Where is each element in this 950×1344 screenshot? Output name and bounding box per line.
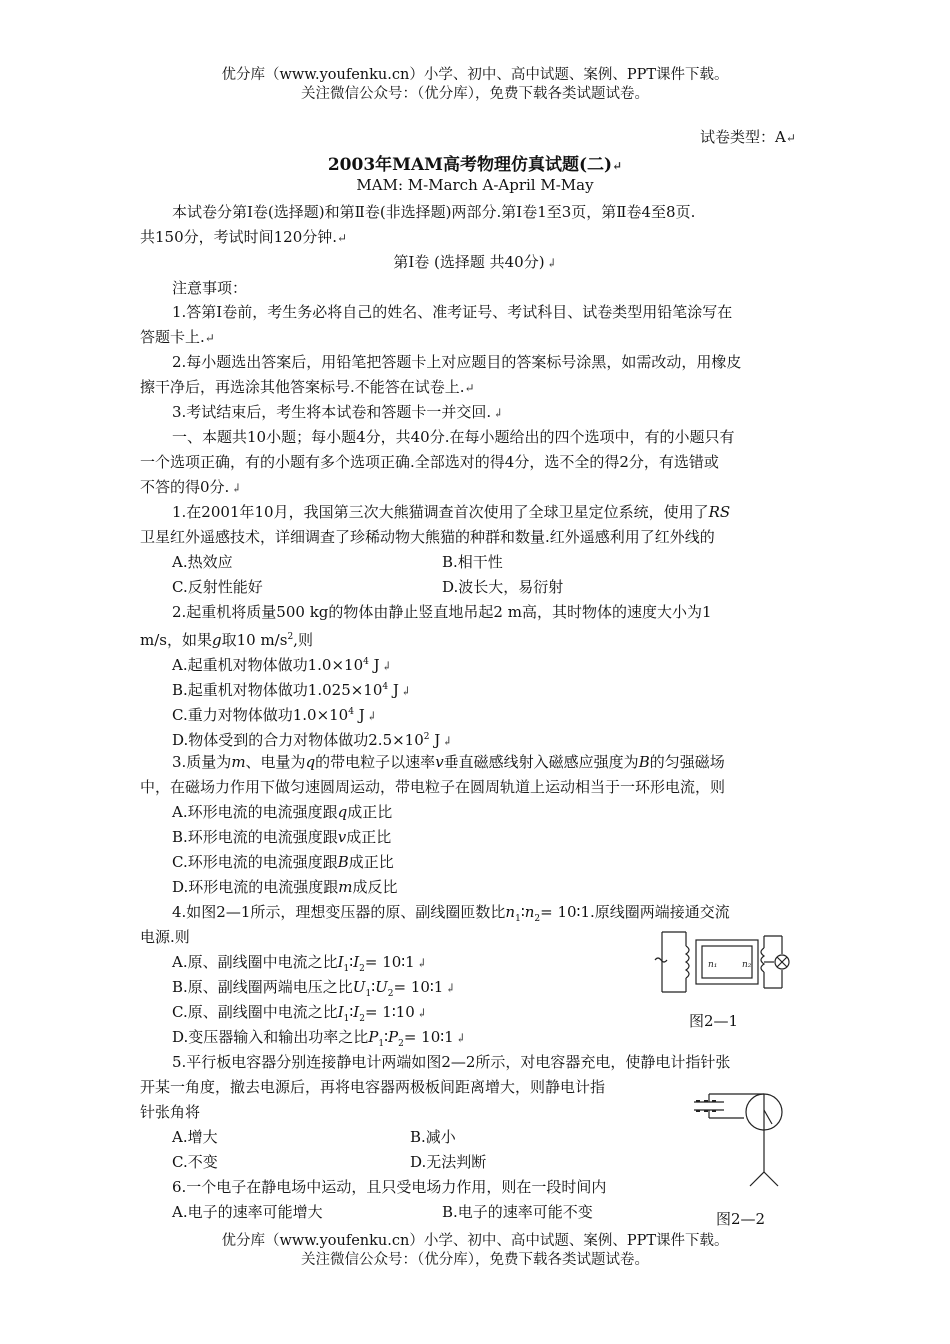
notice-item2-line1: 2.每小题选出答案后，用铅笔把答题卡上对应题目的答案标号涂黑，如需改动，用橡皮 <box>172 353 742 371</box>
subtitle: MAM: M-March A-April M-May <box>356 176 594 194</box>
q3-option-c: C.环形电流的电流强度跟B成正比 <box>172 853 394 871</box>
q3-line1: 3.质量为m、电量为q的带电粒子以速率v垂直磁感线射入磁感应强度为B的匀强磁场 <box>172 753 725 771</box>
notice-item2-line2: 擦干净后，再选涂其他答案标号.不能答在试卷上.↵ <box>140 378 475 396</box>
q3-line2: 中，在磁场力作用下做匀速圆周运动，带电粒子在圆周轨道上运动相当于一环形电流，则 <box>140 778 726 796</box>
q5-line2: 开某一角度，撤去电源后，再将电容器两极板间距离增大，则静电计指 <box>140 1078 606 1096</box>
section1-line3: 不答的得0分. ↲ <box>140 478 242 496</box>
q2-option-b: B.起重机对物体做功$1.025\times 10^4$ J ↲ <box>172 681 411 699</box>
q4-line1: 4.如图2—1所示，理想变压器的原、副线圈匝数比$n_1∶n_2=$ 10∶1.原线圈两端接通交流 <box>172 903 730 924</box>
notice-heading: 注意事项： <box>172 279 248 297</box>
q4-line2: 电源.则 <box>140 928 190 946</box>
q3-option-b: B.环形电流的电流强度跟v成正比 <box>172 828 392 846</box>
section1-line1: 一、本题共10小题；每小题4分，共40分.在每小题给出的四个选项中，有的小题只有 <box>172 428 735 446</box>
svg-text:n₂: n₂ <box>742 960 752 970</box>
volume1-heading: 第Ⅰ卷 (选择题 共40分) ↲ <box>393 253 557 271</box>
page-footer-line2: 关注微信公众号：（优分库），免费下载各类试题试卷。 <box>301 1252 649 1268</box>
q2-option-c: C.重力对物体做功$1.0\times 10^4$ J ↲ <box>172 706 377 724</box>
q2-line2: m/s，如果g取10 $m/s^2$,则 <box>140 631 313 649</box>
q3-option-a: A.环形电流的电流强度跟q成正比 <box>172 803 393 821</box>
q1-line1: 1.在2001年10月，我国第三次大熊猫调查首次使用了全球卫星定位系统，使用了RS <box>172 503 731 521</box>
q5-line1: 5.平行板电容器分别连接静电计两端如图2—2所示，对电容器充电，使静电计指针张 <box>172 1053 731 1071</box>
q5-option-b: B.减小 <box>410 1128 456 1146</box>
q6-line1: 6.一个电子在静电场中运动，且只受电场力作用，则在一段时间内 <box>172 1178 607 1196</box>
page-footer-line1: 优分库（www.youfenku.cn）小学、初中、高中试题、案例、PPT课件下载。 <box>221 1233 729 1249</box>
q4-option-a: A.原、副线圈中电流之比$I_1∶I_2=$ 10∶1 ↲ <box>172 953 427 974</box>
q1-option-b: B.相干性 <box>442 553 503 571</box>
page-title: 2003年MAM高考物理仿真试题(二)↵ <box>327 155 623 175</box>
page-header-line2: 关注微信公众号：（优分库），免费下载各类试题试卷。 <box>301 86 649 102</box>
q6-option-a: A.电子的速率可能增大 <box>172 1203 323 1221</box>
notice-item1-line2: 答题卡上.↵ <box>140 328 215 346</box>
transformer-figure <box>652 926 802 998</box>
svg-text:n₁: n₁ <box>708 960 718 970</box>
figure-2-1-caption: 图2—1 <box>689 1012 739 1030</box>
q5-option-c: C.不变 <box>172 1153 218 1171</box>
q5-line3: 针张角将 <box>140 1103 201 1121</box>
electroscope-figure <box>688 1084 798 1204</box>
page-header-line1: 优分库（www.youfenku.cn）小学、初中、高中试题、案例、PPT课件下载。 <box>221 67 729 83</box>
q5-option-d: D.无法判断 <box>410 1153 487 1171</box>
q4-option-d: D.变压器输入和输出功率之比$P_1∶P_2=$ 10∶1 ↲ <box>172 1028 466 1049</box>
q3-option-d: D.环形电流的电流强度跟m成反比 <box>172 878 398 896</box>
notice-item3: 3.考试结束后，考生将本试卷和答题卡一并交回. ↲ <box>172 403 504 421</box>
q1-option-a: A.热效应 <box>172 553 233 571</box>
q4-option-b: B.原、副线圈两端电压之比$U_1∶U_2=$ 10∶1 ↲ <box>172 978 456 999</box>
section1-line2: 一个选项正确，有的小题有多个选项正确.全部选对的得4分，选不全的得2分，有选错或 <box>140 453 719 471</box>
figure-2-2-caption: 图2—2 <box>716 1210 766 1228</box>
intro-line1: 本试卷分第Ⅰ卷(选择题)和第Ⅱ卷(非选择题)两部分.第Ⅰ卷1至3页，第Ⅱ卷4至8页. <box>172 203 696 221</box>
q1-option-d: D.波长大，易衍射 <box>442 578 564 596</box>
q5-option-a: A.增大 <box>172 1128 218 1146</box>
q6-option-b: B.电子的速率可能不变 <box>442 1203 593 1221</box>
q4-option-c: C.原、副线圈中电流之比$I_1∶I_2=$ 1∶10 ↲ <box>172 1003 427 1024</box>
q2-option-a: A.起重机对物体做功$1.0\times 10^4$ J ↲ <box>172 656 392 674</box>
notice-item1-line1: 1.答第Ⅰ卷前，考生务必将自己的姓名、准考证号、考试科目、试卷类型用铅笔涂写在 <box>172 303 733 321</box>
q2-option-d: D.物体受到的合力对物体做功$2.5\times 10^2$ J ↲ <box>172 731 453 749</box>
q1-option-c: C.反射性能好 <box>172 578 263 596</box>
paper-type: 试卷类型：A↵ <box>700 128 796 146</box>
intro-line2: 共150分，考试时间120分钟.↵ <box>140 228 348 246</box>
q1-line2: 卫星红外遥感技术，详细调查了珍稀动物大熊猫的种群和数量.红外遥感利用了红外线的 <box>140 528 715 546</box>
q2-line1: 2.起重机将质量500 kg的物体由静止竖直地吊起2 m高，其时物体的速度大小为1 <box>172 603 712 621</box>
